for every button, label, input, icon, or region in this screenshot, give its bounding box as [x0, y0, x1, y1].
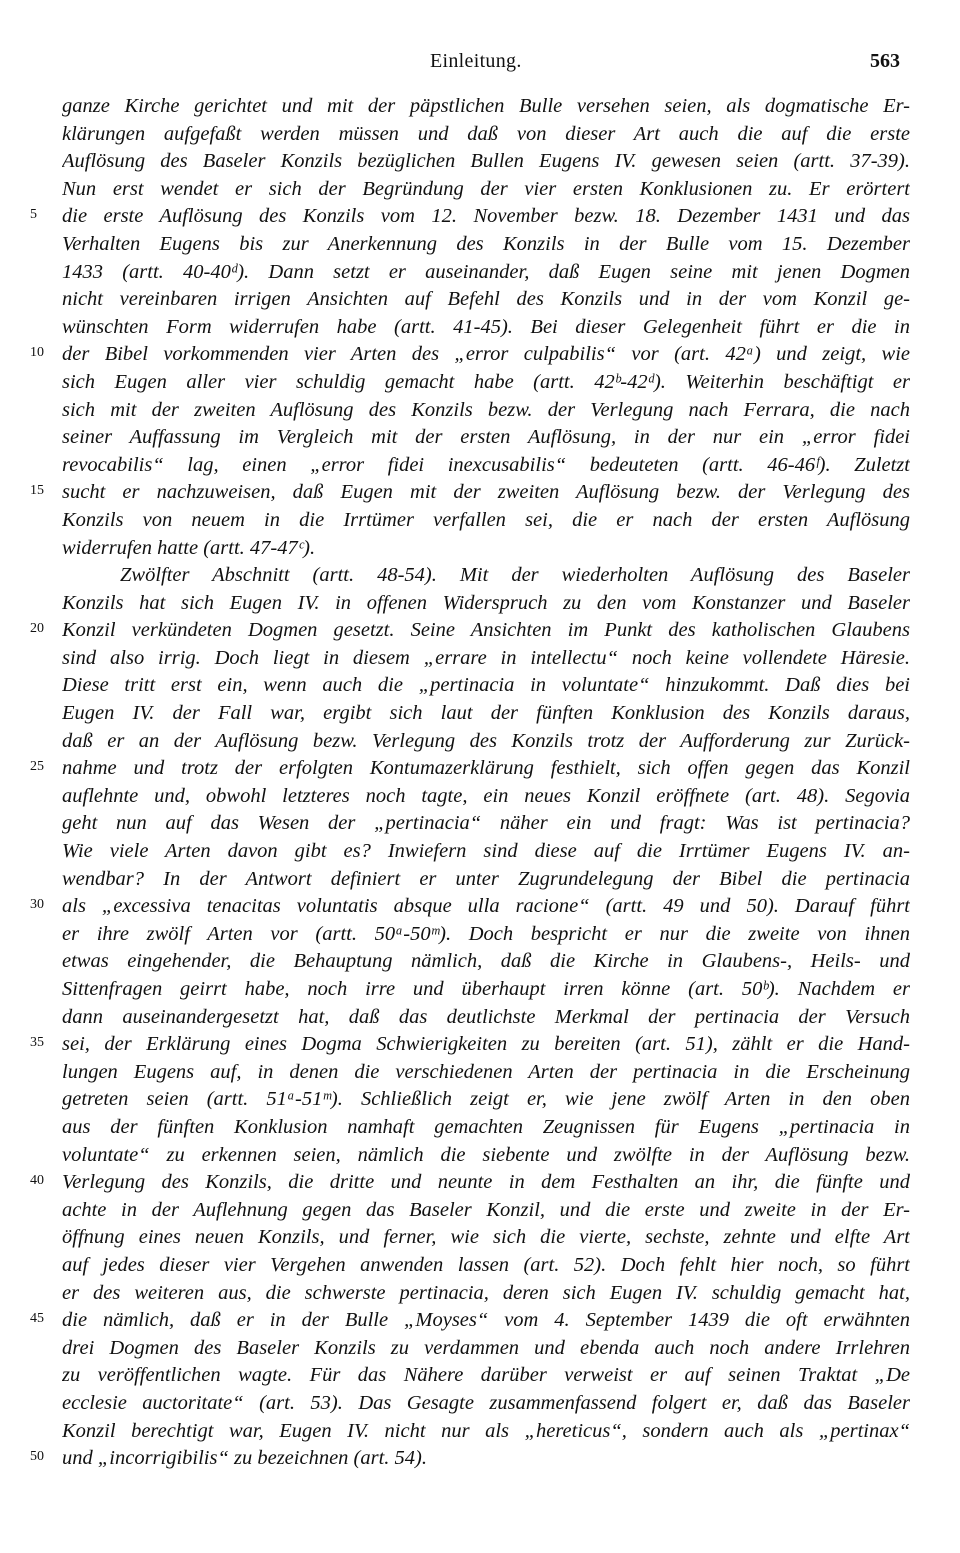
text-line: [0, 1114, 960, 1142]
line-text: Konzil verkündeten Dogmen gesetzt. Seine Ansichten im Punkt des katholischen Glaubens: [62, 619, 910, 642]
line-text: lungen Eugens auf, in denen die verschiedenen Arten der pertinacia in die Erscheinung: [62, 1060, 910, 1083]
line-number: 35: [30, 1035, 44, 1051]
line-number: 25: [30, 759, 44, 775]
line-text: nahme und trotz der erfolgten Kontumazerklärung festhielt, sich offen gegen das Konzil: [62, 757, 910, 780]
line-text: aus der fünften Konklusion namhaft gemachten Zeugnissen für Eugens „pertinacia in: [62, 1115, 910, 1138]
line-text: widerrufen hatte (artt. 47-47ᶜ).: [62, 536, 316, 559]
text-line: [0, 1197, 960, 1225]
text-line: [0, 1169, 960, 1197]
line-text: zu veröffentlichen wagte. Für das Nähere darüber verweist er auf seinen Traktat „De: [62, 1364, 910, 1387]
text-line: [0, 976, 960, 1004]
text-line: [0, 341, 960, 369]
line-text: Verhalten Eugens bis zur Anerkennung des Konzils in der Bulle vom 15. Dezember: [62, 232, 910, 255]
line-number: 50: [30, 1449, 44, 1465]
line-text: er des weiteren aus, die schwerste pertinacia, deren sich Eugen IV. schuldig gemacht hat,: [62, 1281, 910, 1304]
text-line: [0, 1445, 960, 1473]
text-line: [0, 838, 960, 866]
line-text: als „excessiva tenacitas voluntatis absque ulla racione“ (artt. 49 und 50). Darauf führt: [62, 895, 910, 918]
line-text: sich mit der zweiten Auflösung des Konzils bezw. der Verlegung nach Ferrara, die nach: [62, 398, 910, 421]
text-line: [0, 369, 960, 397]
text-line: [0, 1086, 960, 1114]
line-text: Konzils hat sich Eugen IV. in offenen Widerspruch zu den vom Konstanzer und Baseler: [62, 591, 910, 614]
running-header: [0, 50, 960, 80]
text-line: [0, 1390, 960, 1418]
text-line: [0, 231, 960, 259]
line-text: Sittenfragen geirrt habe, noch irre und überhaupt irren könne (art. 50ᵇ). Nachdem er: [62, 978, 910, 1000]
line-text: wendbar? In der Antwort definiert er unter Zugrundelegung der Bibel die pertinacia: [62, 867, 910, 890]
text-line: [0, 783, 960, 811]
text-line: [0, 728, 960, 756]
line-text: drei Dogmen des Baseler Konzils zu verdammen und ebenda auch noch andere Irrlehren: [62, 1336, 910, 1359]
text-line: [0, 452, 960, 480]
line-text: geht nun auf das Wesen der „pertinacia“ näher ein und fragt: Was ist pertinacia?: [62, 812, 910, 835]
text-line: [0, 893, 960, 921]
line-text: revocabilis“ lag, einen „error fidei inexcusabilis“ bedeuteten (artt. 46-46ᶠ). Zuletzt: [62, 453, 910, 476]
line-number: 40: [30, 1173, 44, 1189]
line-number: 5: [30, 207, 37, 223]
line-text: öffnung eines neuen Konzils, und ferner, wie sich die vierte, sechste, zehnte und elfte Art: [62, 1226, 910, 1249]
line-text: getreten seien (artt. 51ᵃ-51ᵐ). Schließlich zeigt er, wie jene zwölf Arten in den oben: [62, 1088, 910, 1111]
text-line: [0, 286, 960, 314]
text-line: [0, 203, 960, 231]
line-text: die nämlich, daß er in der Bulle „Moyses“ vom 4. September 1439 die oft erwähnten: [62, 1309, 910, 1332]
text-line: [0, 176, 960, 204]
text-line: [0, 424, 960, 452]
text-line: [0, 397, 960, 425]
line-text: 1433 (artt. 40-40ᵈ). Dann setzt er auseinander, daß Eugen seine mit jenen Dogmen: [62, 260, 910, 283]
page-number: 563: [870, 50, 900, 72]
line-text: seiner Auffassung im Vergleich mit der ersten Auflösung, in der nur ein „error fidei: [62, 426, 910, 449]
line-text: ecclesie auctoritate“ (art. 53). Das Gesagte zusammenfassend folgert er, daß das Baseler: [62, 1391, 910, 1414]
line-text: Konzils von neuem in die Irrtümer verfallen sei, die er nach der ersten Auflösung: [62, 508, 910, 531]
line-text: dann auseinandergesetzt hat, daß das deutlichste Merkmal der pertinacia der Versuch: [62, 1005, 910, 1028]
text-line: [0, 921, 960, 949]
header-title: Einleitung.: [430, 50, 522, 72]
text-line: [0, 1059, 960, 1087]
line-text: und „incorrigibilis“ zu bezeichnen (art. 54).: [62, 1447, 428, 1470]
text-line: [0, 810, 960, 838]
text-line: [0, 1004, 960, 1032]
line-text: Nun erst wendet er sich der Begründung der vier ersten Konklusionen zu. Er erörtert: [62, 177, 910, 200]
text-line: [0, 562, 960, 590]
text-line: [0, 1362, 960, 1390]
text-line: [0, 93, 960, 121]
line-text: voluntate“ zu erkennen seien, nämlich die siebente und zwölfte in der Auflösung bezw.: [62, 1143, 910, 1166]
text-line: [0, 590, 960, 618]
line-text: auflehnte und, obwohl letzteres noch tagte, ein neues Konzil eröffnete (art. 48). Segovia: [62, 784, 910, 807]
text-line: [0, 507, 960, 535]
line-text: nicht vereinbaren irrigen Ansichten auf Befehl des Konzils und in der vom Konzil ge-: [62, 288, 910, 311]
line-number: 10: [30, 345, 44, 361]
body-text: [0, 93, 960, 1473]
text-line: [0, 1031, 960, 1059]
line-number: 15: [30, 483, 44, 499]
line-text: Wie viele Arten davon gibt es? Inwiefern sind diese auf die Irrtümer Eugens IV. an-: [62, 840, 910, 863]
text-line: [0, 1307, 960, 1335]
line-number: 30: [30, 897, 44, 913]
text-line: [0, 948, 960, 976]
line-text: er ihre zwölf Arten vor (artt. 50ᵃ-50ᵐ). Doch bespricht er nur die zweite von ihnen: [62, 922, 910, 945]
line-text: ganze Kirche gerichtet und mit der päpstlichen Bulle versehen seien, als dogmatische Er-: [62, 95, 910, 117]
text-line: [0, 1280, 960, 1308]
line-text: Auflösung des Baseler Konzils bezüglichen Bullen Eugens IV. gewesen seien (artt. 37-39).: [62, 150, 910, 173]
text-line: [0, 1142, 960, 1170]
line-number: 45: [30, 1311, 44, 1327]
text-line: [0, 259, 960, 287]
text-line: [0, 535, 960, 563]
line-text: daß er an der Auflösung bezw. Verlegung des Konzils trotz der Aufforderung zur Zurück-: [62, 729, 910, 752]
text-line: [0, 645, 960, 673]
text-line: [0, 700, 960, 728]
text-line: [0, 1418, 960, 1446]
line-text: sei, der Erklärung eines Dogma Schwierigkeiten zu bereiten (art. 51), zählt er die Hand-: [62, 1033, 910, 1056]
line-text: Zwölfter Abschnitt (artt. 48-54). Mit der wiederholten Auflösung des Baseler: [120, 564, 910, 587]
line-text: wünschten Form widerrufen habe (artt. 41-45). Bei dieser Gelegenheit führt er die in: [62, 315, 910, 338]
line-text: etwas eingehender, die Behauptung nämlich, daß die Kirche in Glaubens-, Heils- und: [62, 950, 910, 973]
line-text: Diese tritt erst ein, wenn auch die „pertinacia in voluntate“ hinzukommt. Daß dies bei: [62, 674, 910, 697]
line-text: Konzil berechtigt war, Eugen IV. nicht nur als „hereticus“, sondern auch als „pertinax“: [62, 1419, 910, 1442]
text-line: [0, 1335, 960, 1363]
text-line: [0, 479, 960, 507]
text-line: [0, 1224, 960, 1252]
line-text: achte in der Auflehnung gegen das Baseler Konzil, und die erste und zweite in der Er-: [62, 1198, 910, 1221]
line-text: der Bibel vorkommenden vier Arten des „error culpabilis“ vor (art. 42ᵃ) und zeigt, wie: [62, 343, 910, 366]
line-text: sind also irrig. Doch liegt in diesem „errare in intellectu“ noch keine vollendete Häresie.: [62, 646, 910, 669]
line-text: klärungen aufgefaßt werden müssen und daß von dieser Art auch die auf die erste: [62, 122, 910, 145]
line-text: sich Eugen aller vier schuldig gemacht habe (artt. 42ᵇ-42ᵈ). Weiterhin beschäftigt er: [62, 370, 910, 393]
text-line: [0, 866, 960, 894]
line-text: die erste Auflösung des Konzils vom 12. November bezw. 18. Dezember 1431 und das: [62, 205, 910, 228]
text-line: [0, 672, 960, 700]
line-text: sucht er nachzuweisen, daß Eugen mit der zweiten Auflösung bezw. der Verlegung des: [62, 481, 910, 504]
line-text: Verlegung des Konzils, die dritte und neunte in dem Festhalten an ihr, die fünfte und: [62, 1171, 910, 1194]
text-line: [0, 755, 960, 783]
line-text: auf jedes dieser vier Vergehen anwenden lassen (art. 52). Doch fehlt hier noch, so führt: [62, 1253, 910, 1276]
text-line: [0, 148, 960, 176]
text-line: [0, 1252, 960, 1280]
line-text: Eugen IV. der Fall war, ergibt sich laut der fünften Konklusion des Konzils daraus,: [62, 702, 910, 725]
text-line: [0, 314, 960, 342]
text-line: [0, 121, 960, 149]
text-line: [0, 617, 960, 645]
line-number: 20: [30, 621, 44, 637]
